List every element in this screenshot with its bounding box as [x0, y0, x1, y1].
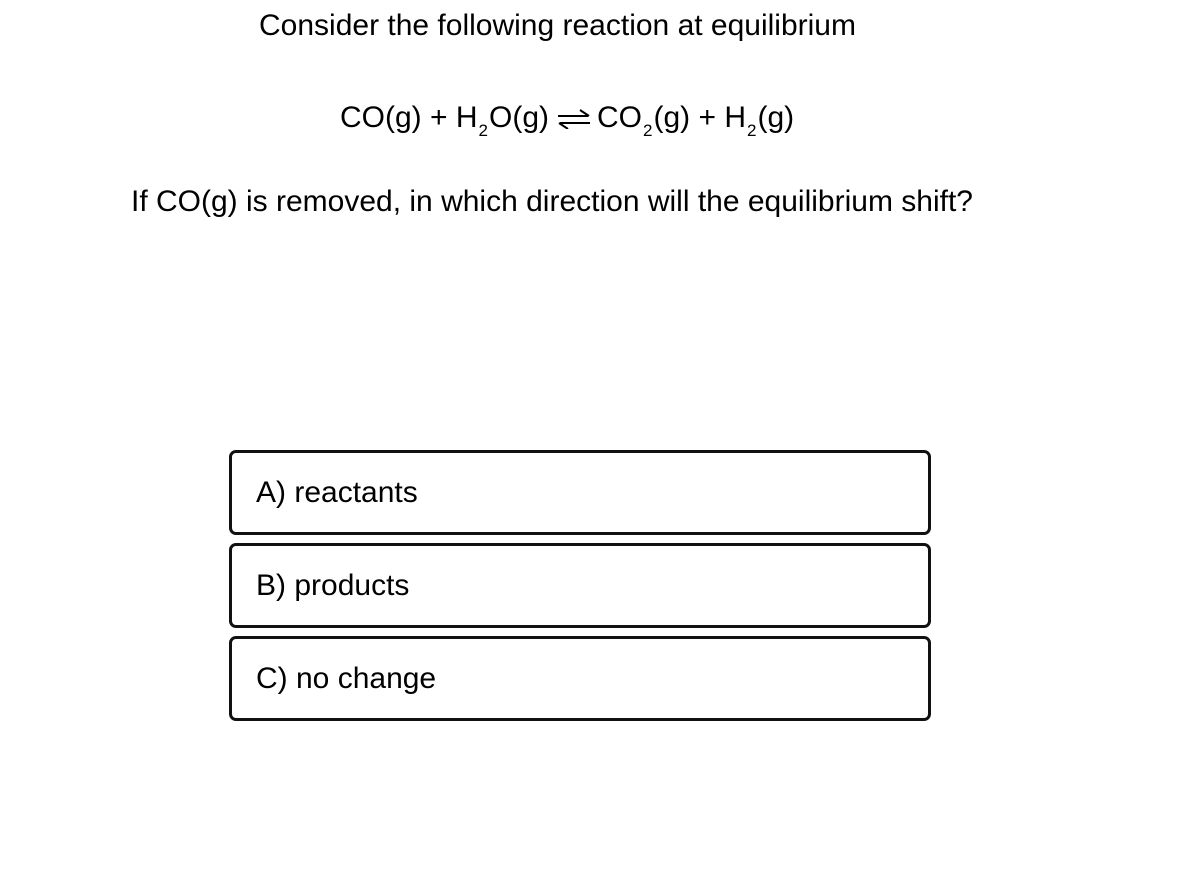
prompt-heading: Consider the following reaction at equilibrium: [259, 9, 856, 42]
equation-part: (g) + H: [653, 101, 746, 134]
option-label: B) products: [256, 569, 410, 602]
option-c-button[interactable]: [229, 636, 931, 721]
option-a-button[interactable]: [229, 450, 931, 535]
equation-part: (g): [757, 101, 795, 134]
equation-part: O(g): [489, 101, 549, 134]
option-b-button[interactable]: [229, 543, 931, 628]
reaction-equation: [340, 100, 794, 140]
question-text: If CO(g) is removed, in which direction will the equilibrium shift?: [131, 185, 973, 218]
option-label: A) reactants: [256, 476, 418, 509]
option-label: C) no change: [256, 662, 437, 695]
equation-part: CO: [597, 101, 642, 134]
equation-subscript: 2: [747, 121, 757, 140]
equation-part: CO(g) + H: [340, 101, 478, 134]
equilibrium-arrows-icon: [557, 109, 591, 129]
equation-subscript: 2: [643, 121, 653, 140]
equation-subscript: 2: [478, 121, 488, 140]
